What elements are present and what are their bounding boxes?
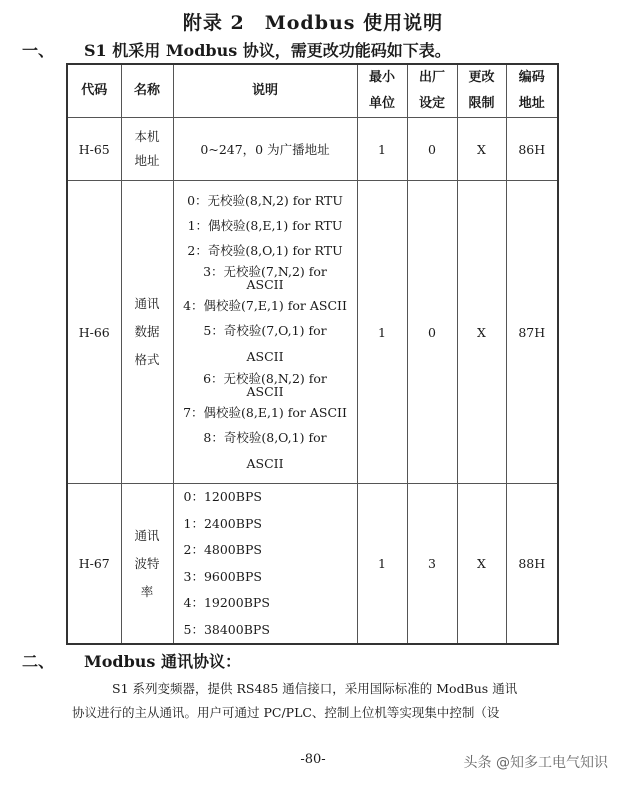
- section-2-text: Modbus 通讯协议：: [84, 652, 241, 671]
- cell-address: 86H: [506, 118, 558, 181]
- desc-line: 6：无校验(8,N,2) for ASCII: [203, 370, 327, 399]
- table-row: [67, 484, 558, 645]
- cell-code: H-67: [67, 484, 121, 645]
- section-2-heading: [22, 649, 241, 672]
- paragraph-line-1: S1 系列变频器，提供 RS485 通信接口，采用国际标准的 ModBus 通讯: [112, 681, 518, 696]
- desc-line: 7：偶校验(8,E,1) for ASCII: [183, 404, 347, 420]
- desc-line: 1：2400BPS: [183, 515, 262, 531]
- cell-code: H-65: [67, 118, 121, 181]
- cell-min-unit: 1: [357, 181, 407, 484]
- desc-line: 0：1200BPS: [183, 489, 262, 504]
- cell-default: 0: [407, 118, 457, 181]
- desc-line: 5：奇校验(7,O,1) for ASCII: [203, 322, 327, 364]
- cell-name: 通讯 波特 率: [121, 484, 173, 645]
- desc-line: 2：奇校验(8,O,1) for RTU: [187, 242, 343, 258]
- desc-line: 2：4800BPS: [183, 542, 262, 557]
- cell-name: 通讯 数据 格式: [121, 181, 173, 484]
- desc-line: 0：无校验(8,N,2) for RTU: [187, 192, 343, 208]
- header-min-unit: 最小单位: [357, 64, 407, 118]
- cell-address: 88H: [506, 484, 558, 645]
- cell-restriction: X: [457, 484, 506, 645]
- cell-address: 87H: [506, 181, 558, 484]
- cell-min-unit: 1: [357, 484, 407, 645]
- desc-line: 3：9600BPS: [183, 568, 262, 584]
- section-1-text: S1 机采用 Modbus 协议，需更改功能码如下表。: [84, 41, 451, 60]
- desc-line: 1：偶校验(8,E,1) for RTU: [187, 217, 343, 233]
- page-title: 附录 2 Modbus 使用说明: [182, 12, 444, 34]
- desc-line: 4：偶校验(7,E,1) for ASCII: [183, 297, 347, 313]
- table-row: [67, 181, 558, 484]
- function-code-table: [66, 63, 559, 645]
- cell-description: [173, 484, 357, 645]
- desc-line: 3：无校验(7,N,2) for ASCII: [203, 263, 327, 292]
- header-code: 代码: [67, 64, 121, 118]
- table-header-row: [67, 64, 558, 118]
- cell-description: [173, 181, 357, 484]
- cell-restriction: X: [457, 118, 506, 181]
- header-default: 出厂设定: [407, 64, 457, 118]
- header-name: 名称: [121, 64, 173, 118]
- page-number: -80-: [300, 752, 326, 767]
- cell-restriction: X: [457, 181, 506, 484]
- cell-default: 0: [407, 181, 457, 484]
- cell-description: 0~247，0 为广播地址: [173, 118, 357, 181]
- header-description: 说明: [173, 64, 357, 118]
- paragraph-line-2: 协议进行的主从通讯。用户可通过 PC/PLC、控制上位机等实现集中控制（设: [72, 705, 500, 720]
- watermark: 头条 @知多工电气知识: [463, 755, 608, 771]
- cell-min-unit: 1: [357, 118, 407, 181]
- cell-code: H-66: [67, 181, 121, 484]
- desc-line: 5：38400BPS: [183, 621, 270, 637]
- desc-line: 4：19200BPS: [183, 595, 270, 610]
- header-address: 编码地址: [506, 64, 558, 118]
- cell-name: 本机 地址: [121, 118, 173, 181]
- cell-default: 3: [407, 484, 457, 645]
- table-row: [67, 118, 558, 181]
- section-2-number: 二、: [22, 652, 55, 671]
- section-1-number: 一、: [22, 41, 55, 60]
- section-1-heading: [22, 38, 451, 61]
- desc-line: 8：奇校验(8,O,1) for ASCII: [203, 429, 327, 471]
- header-restriction: 更改限制: [457, 64, 506, 118]
